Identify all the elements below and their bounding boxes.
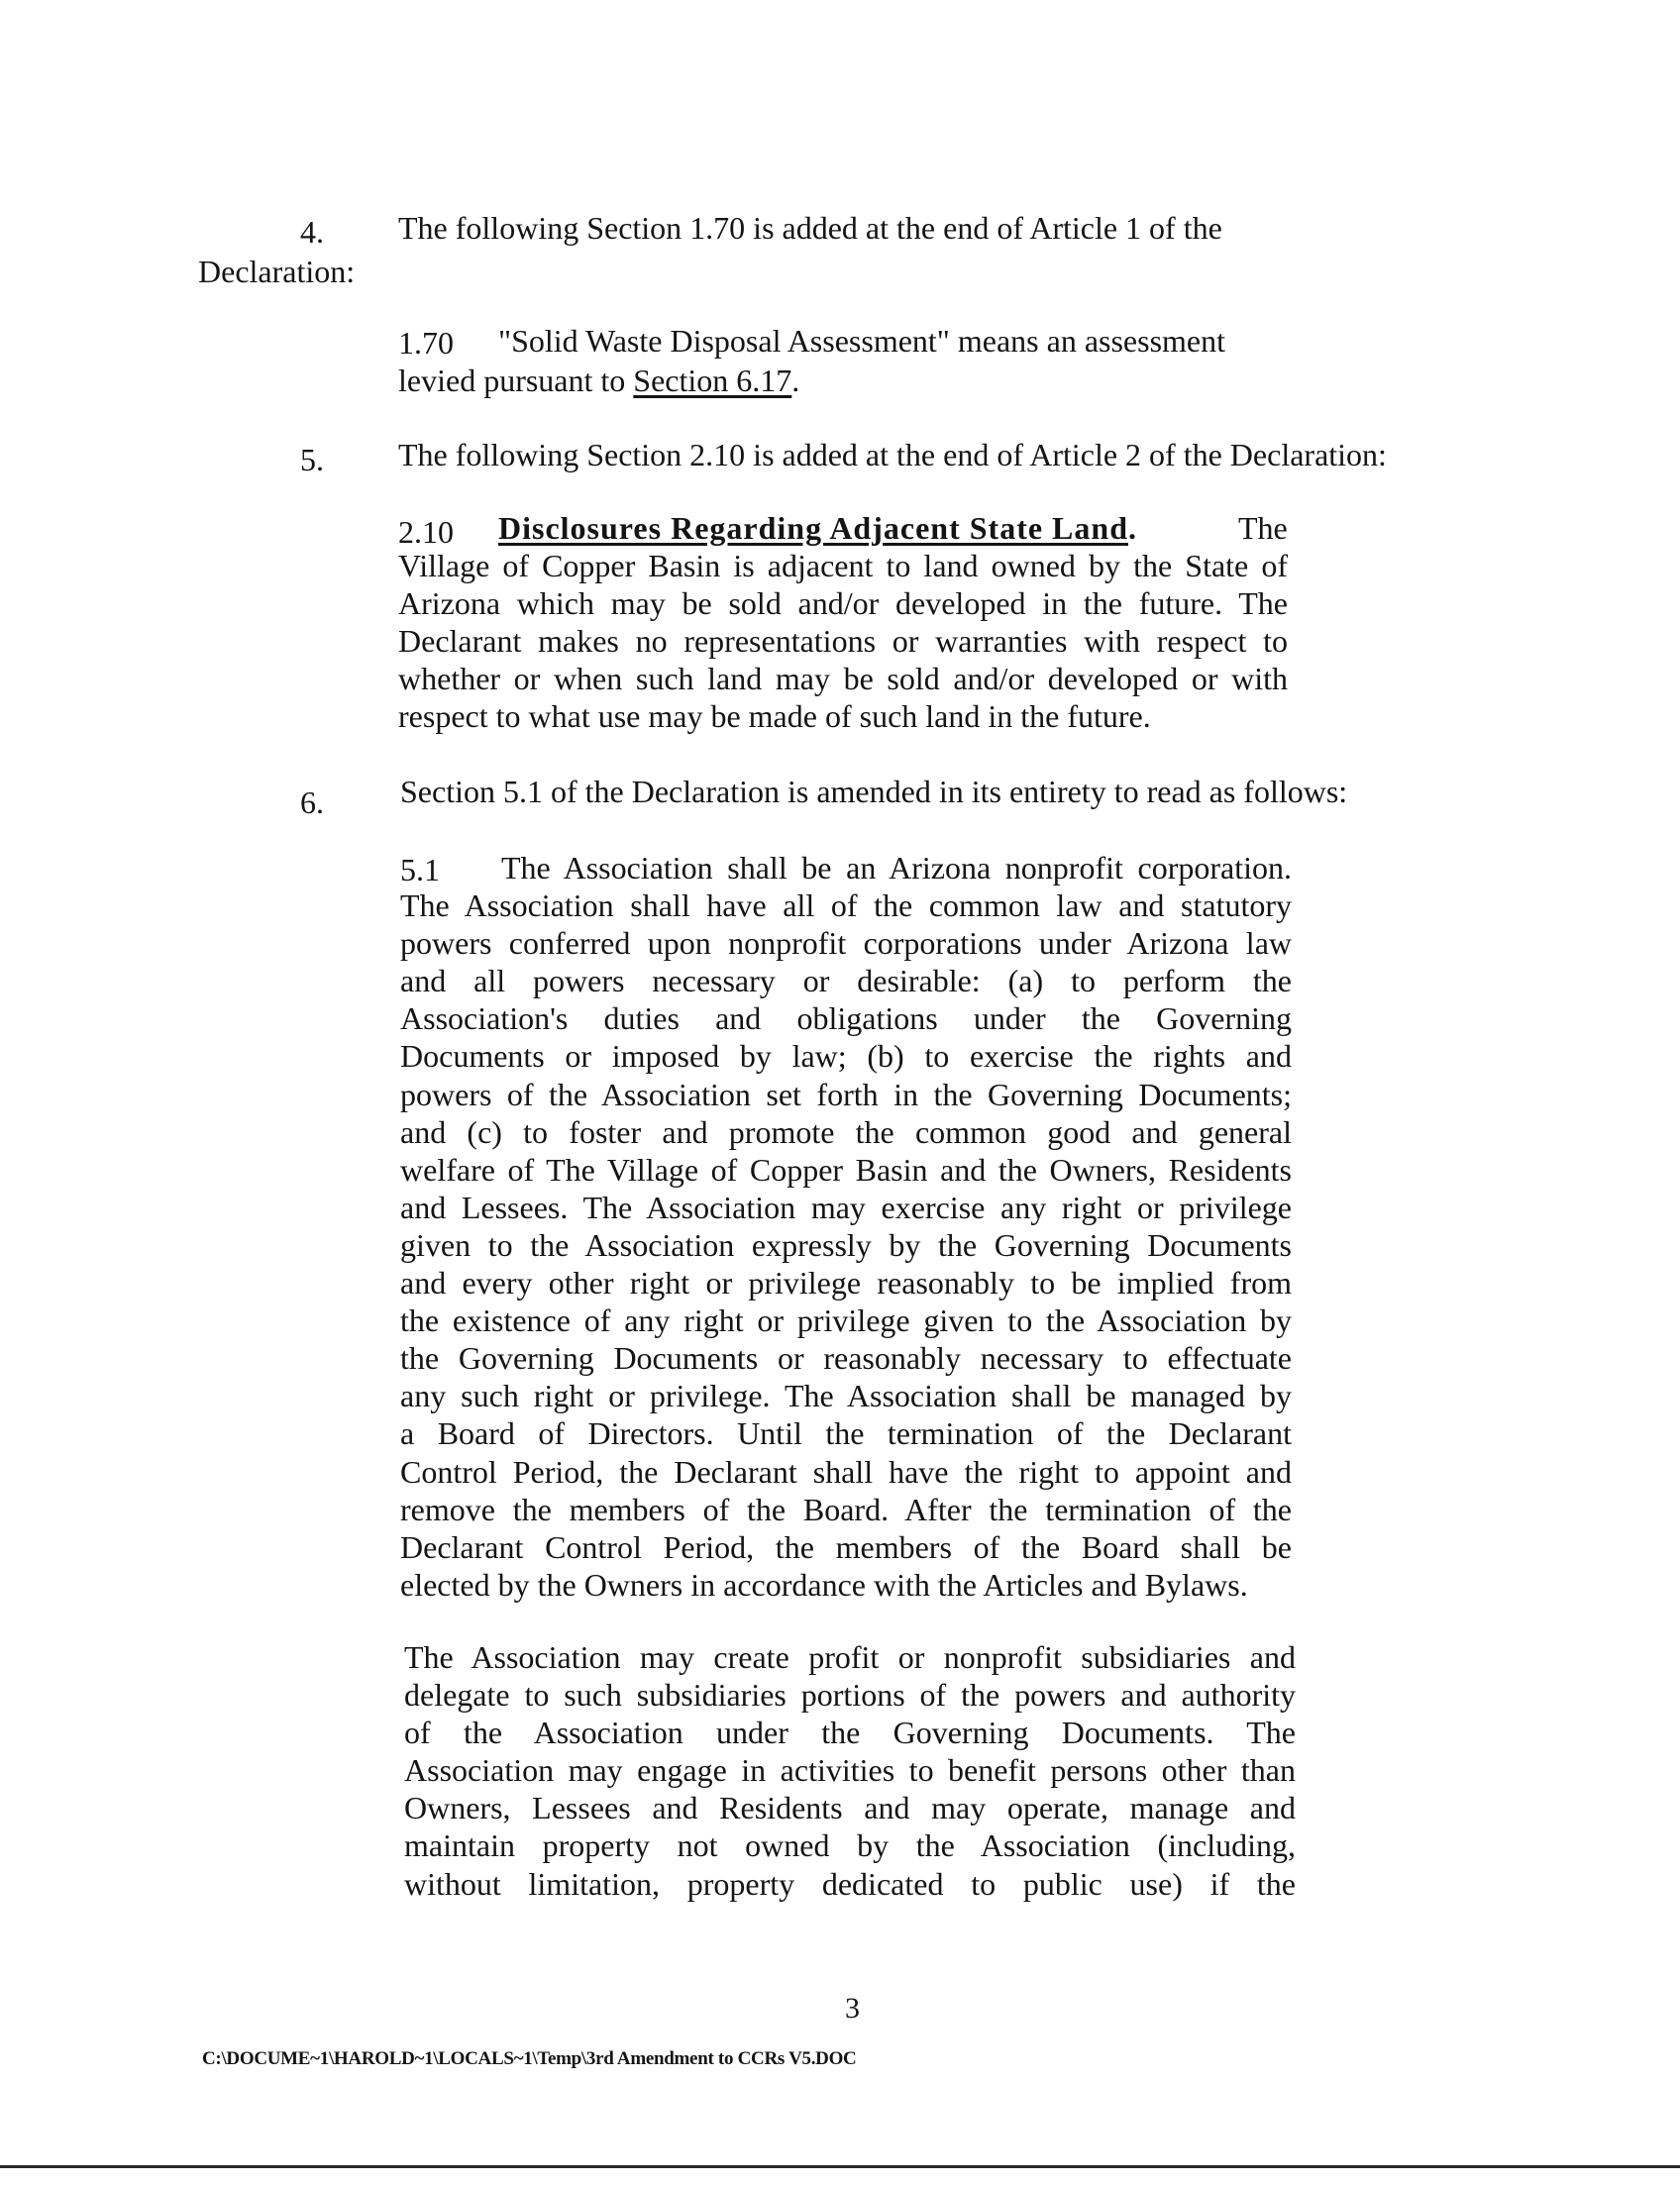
section-5-1-line: The Association may create profit or nonprofit subsidiaries and	[404, 1639, 1296, 1675]
item-6-text: Section 5.1 of the Declaration is amended in its entirety to read as follows:	[400, 774, 1348, 809]
section-5-1-paragraph-2	[404, 1638, 1296, 1903]
item-4-text-line1: The following Section 1.70 is added at the end of Article 1 of the	[398, 210, 1222, 246]
section-5-1-line: delegate to such subsidiaries portions of the powers and authority	[404, 1677, 1296, 1714]
section-2-10-body	[398, 547, 1288, 735]
section-5-1-line: The Association shall be an Arizona nonprofit corporation.	[501, 850, 1292, 885]
section-5-1-line: a Board of Directors. Until the termination of the Declarant	[400, 1415, 1292, 1452]
item-4-text-line2: Declaration:	[198, 254, 356, 289]
section-5-1-line: and (c) to foster and promote the common good and general	[400, 1113, 1292, 1150]
section-2-10-line: Arizona which may be sold and/or developed in the future. The	[398, 585, 1288, 622]
section-5-1-line: powers of the Association set forth in the Governing Documents;	[400, 1076, 1292, 1112]
section-2-10-line: respect to what use may be made of such land in the future.	[398, 698, 1151, 735]
section-5-1-line: powers conferred upon nonprofit corporations under Arizona law	[400, 925, 1292, 962]
section-5-1-line: and Lessees. The Association may exercise any right or privilege	[400, 1189, 1292, 1225]
section-5-1-line: Association's duties and obligations under the Governing	[400, 1000, 1292, 1037]
section-5-1-number: 5.1	[400, 852, 440, 887]
section-2-10-heading-text: Disclosures Regarding Adjacent State Land	[498, 510, 1128, 546]
section-2-10-line: Village of Copper Basin is adjacent to land owned by the State of	[398, 548, 1288, 583]
bottom-scan-edge-line	[0, 2165, 1680, 2168]
section-2-10-line0: The	[1238, 510, 1288, 546]
section-5-1-line: elected by the Owners in accordance with the Articles and Bylaws.	[400, 1566, 1248, 1603]
section-5-1-line: Declarant Control Period, the members of the Board shall be	[400, 1528, 1292, 1565]
section-2-10-number: 2.10	[398, 514, 454, 550]
section-5-1-line: and all powers necessary or desirable: (a) to perform the	[400, 963, 1292, 999]
section-5-1-line: without limitation, property dedicated to public use) if the	[404, 1865, 1296, 1902]
section-5-1-line: Control Period, the Declarant shall have the right to appoint and	[400, 1453, 1292, 1490]
section-5-1-line: maintain property not owned by the Association (including,	[404, 1827, 1296, 1864]
section-2-10-heading	[498, 509, 1136, 547]
section-1-70-line2	[398, 362, 799, 399]
section-5-1-line: Documents or imposed by law; (b) to exercise the rights and	[400, 1038, 1292, 1075]
section-5-1-paragraph-1	[400, 849, 1292, 1604]
section-5-1-line: of the Association under the Governing Documents. The	[404, 1715, 1296, 1751]
item-6-number: 6.	[300, 784, 324, 820]
section-5-1-line: the existence of any right or privilege given to the Association by	[400, 1302, 1292, 1339]
section-5-1-line: remove the members of the Board. After the termination of the	[400, 1491, 1292, 1527]
section-2-10-line: whether or when such land may be sold and/or developed or with	[398, 661, 1288, 697]
section-5-1-line: the Governing Documents or reasonably necessary to effectuate	[400, 1340, 1292, 1377]
section-5-1-line: The Association shall have all of the common law and statutory	[400, 887, 1292, 924]
section-2-10-line: Declarant makes no representations or warranties with respect to	[398, 623, 1288, 660]
section-5-1-line: and every other right or privilege reasonably to be implied from	[400, 1265, 1292, 1302]
section-1-70-suffix: .	[791, 363, 800, 398]
item-5-text: The following Section 2.10 is added at the end of Article 2 of the Declaration:	[398, 437, 1387, 472]
section-5-1-line: given to the Association expressly by the Governing Documents	[400, 1226, 1292, 1263]
page-number: 3	[845, 1992, 860, 2025]
item-4-number: 4.	[300, 214, 324, 250]
section-5-1-line: welfare of The Village of Copper Basin and the Owners, Residents	[400, 1151, 1292, 1188]
section-1-70-prefix: levied pursuant to	[398, 363, 634, 398]
section-2-10-heading-period: .	[1127, 510, 1136, 546]
section-5-1-line: Association may engage in activities to benefit persons other than	[404, 1752, 1296, 1789]
footer-file-path: C:\DOCUME~1\HAROLD~1\LOCALS~1\Temp\3rd Amendment to CCRs V5.DOC	[202, 2048, 857, 2069]
section-6-17-reference: Section 6.17	[633, 363, 792, 398]
section-5-1-line: any such right or privilege. The Association shall be managed by	[400, 1378, 1292, 1414]
item-5-number: 5.	[300, 442, 324, 477]
section-1-70-line1: "Solid Waste Disposal Assessment" means an assessment	[498, 323, 1226, 359]
section-1-70-number: 1.70	[398, 325, 454, 361]
section-5-1-line: Owners, Lessees and Residents and may operate, manage and	[404, 1790, 1296, 1826]
